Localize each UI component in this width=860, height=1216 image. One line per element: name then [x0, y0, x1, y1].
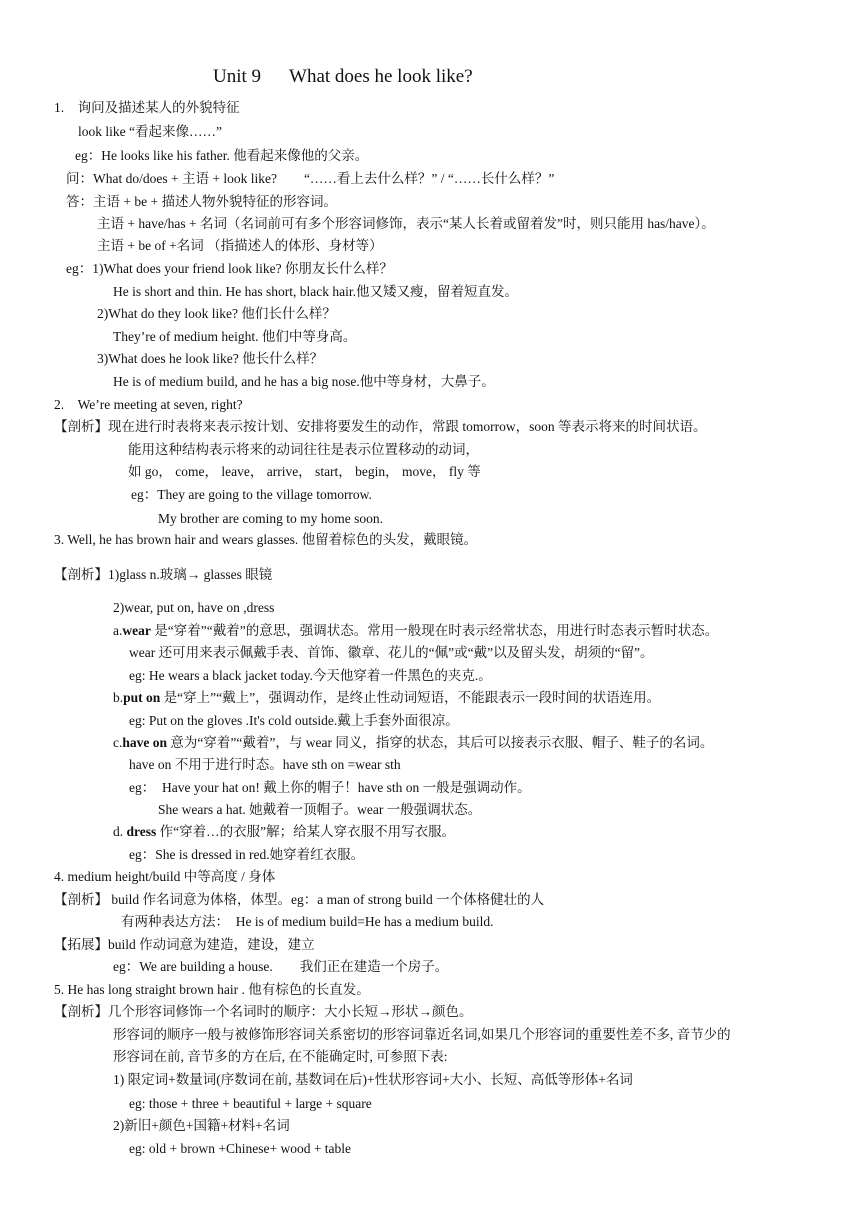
text-line: eg：He looks like his father. 他看起来像他的父亲。: [75, 148, 369, 163]
section-2-heading: 2. We’re meeting at seven, right?: [54, 397, 243, 412]
term-have-on: have on: [122, 735, 168, 750]
section-1-heading: 1. 询问及描述某人的外貌特征: [54, 100, 240, 115]
text-line: 2)wear, put on, have on ,dress: [113, 600, 275, 615]
text-line: 如 go， come， leave， arrive， start， begin， move， fly 等: [128, 464, 481, 479]
section-3-heading: 3. Well, he has brown hair and wears glasses. 他留着棕色的头发，戴眼镜。: [54, 532, 478, 547]
text-line: 【剖析】 build 作名词意为体格，体型。eg：a man of strong build 一个体格健壮的人: [54, 892, 545, 907]
text-line: 能用这种结构表示将来的动词往往是表示位置移动的动词，: [128, 442, 479, 457]
section-5-heading: 5. He has long straight brown hair . 他有棕色的长直发。: [54, 982, 370, 997]
text-line: [113, 689, 660, 707]
text-line: 2)新旧+颜色+国籍+材料+名词: [113, 1118, 290, 1133]
item-marker: c.: [113, 735, 123, 750]
text-line: 3)What does he look like? 他长什么样？: [97, 351, 324, 366]
text-line: 答：主语 + be + 描述人物外貌特征的形容词。: [66, 194, 337, 209]
text-line: [113, 622, 718, 640]
text-line: 形容词在前, 音节多的方在后, 在不能确定时, 可参照下表:: [113, 1049, 448, 1064]
text-line: 形容词的顺序一般与被修饰形容词关系密切的形容词靠近名词,如果几个形容词的重要性差不多, 音节少的: [113, 1027, 731, 1042]
text-line: eg： Have your hat on! 戴上你的帽子！have sth on 一般是强调动作。: [129, 780, 531, 795]
term-put-on: put on: [123, 690, 161, 705]
text-span: 是“穿上”“戴上”，强调动作，是终止性动词短语，不能跟表示一段时间的状语连用。: [163, 690, 661, 705]
text-span: 意为“穿着”“戴着”，与 wear 同义，指穿的状态，其后可以接表示衣服、帽子、鞋子的名词。: [170, 735, 714, 750]
item-marker: a.: [113, 623, 123, 638]
text-line: [113, 734, 713, 752]
text-line: eg：They are going to the village tomorrow.: [131, 487, 372, 502]
text-span: 作“穿着…的衣服”解；给某人穿衣服不用写衣服。: [159, 824, 456, 839]
text-line: eg: Put on the gloves .It's cold outside.戴上手套外面很凉。: [129, 713, 459, 728]
text-line: eg: He wears a black jacket today.今天他穿着一件黑色的夹克.。: [129, 668, 492, 683]
text-line: eg: old + brown +Chinese+ wood + table: [129, 1141, 352, 1156]
text-line: [113, 823, 455, 841]
text-line: eg: those + three + beautiful + large + square: [129, 1096, 372, 1111]
text-line: look like “看起来像……”: [78, 124, 222, 139]
text-line: 主语 + be of +名词 （指描述人的体形、身材等）: [97, 238, 383, 253]
text-line: wear 还可用来表示佩戴手表、首饰、徽章、花儿的“佩”或“戴”以及留头发，胡须的“留”。: [129, 645, 654, 660]
title-question: What does he look like?: [289, 66, 473, 87]
text-line: He is short and thin. He has short, black hair.他又矮又瘦，留着短直发。: [113, 284, 518, 299]
text-line: 有两种表达方法： He is of medium build=He has a medium build.: [121, 914, 494, 929]
unit-label: Unit 9: [213, 66, 262, 87]
text-line: 【剖析】几个形容词修饰一个名词时的顺序：大小长短→形状→颜色。: [54, 1004, 473, 1019]
text-line: 1) 限定词+数量词(序数词在前, 基数词在后)+性状形容词+大小、长短、高低等形体+名词: [113, 1072, 633, 1087]
section-4-heading: 4. medium height/build 中等高度 / 身体: [54, 869, 276, 884]
text-line: 2)What do they look like? 他们长什么样？: [97, 306, 336, 321]
item-marker: d.: [113, 824, 124, 839]
text-line: 【剖析】1)glass n.玻璃→ glasses 眼镜: [54, 567, 273, 582]
text-line: have on 不用于进行时态。have sth on =wear sth: [129, 757, 401, 772]
text-span: 是“穿着”“戴着”的意思，强调状态。常用一般现在时表示经常状态，用进行时态表示暂时状态。: [154, 623, 719, 638]
text-line: She wears a hat. 她戴着一顶帽子。wear 一般强调状态。: [158, 802, 482, 817]
text-line: eg：We are building a house. 我们正在建造一个房子。: [113, 959, 449, 974]
term-dress: dress: [126, 824, 157, 839]
text-line: eg：She is dressed in red.她穿着红衣服。: [129, 847, 365, 862]
item-marker: b.: [113, 690, 124, 705]
page-title: [213, 65, 473, 89]
text-line: My brother are coming to my home soon.: [158, 511, 383, 526]
text-line: eg：1)What does your friend look like? 你朋友长什么样？: [66, 261, 393, 276]
text-line: 主语 + have/has + 名词（名词前可有多个形容词修饰，表示“某人长着或留着发”时，则只能用 has/have）。: [97, 216, 715, 231]
text-line: 问：What do/does + 主语 + look like? “……看上去什么样？” / “……长什么样？”: [66, 171, 555, 186]
text-line: 【拓展】build 作动词意为建造，建设，建立: [54, 937, 315, 952]
text-line: He is of medium build, and he has a big nose.他中等身材，大鼻子。: [113, 374, 495, 389]
term-wear: wear: [122, 623, 151, 638]
text-line: They’re of medium height. 他们中等身高。: [113, 329, 357, 344]
text-line: 【剖析】现在进行时表将来表示按计划、安排将要发生的动作，常跟 tomorrow，soon 等表示将来的时间状语。: [54, 419, 707, 434]
